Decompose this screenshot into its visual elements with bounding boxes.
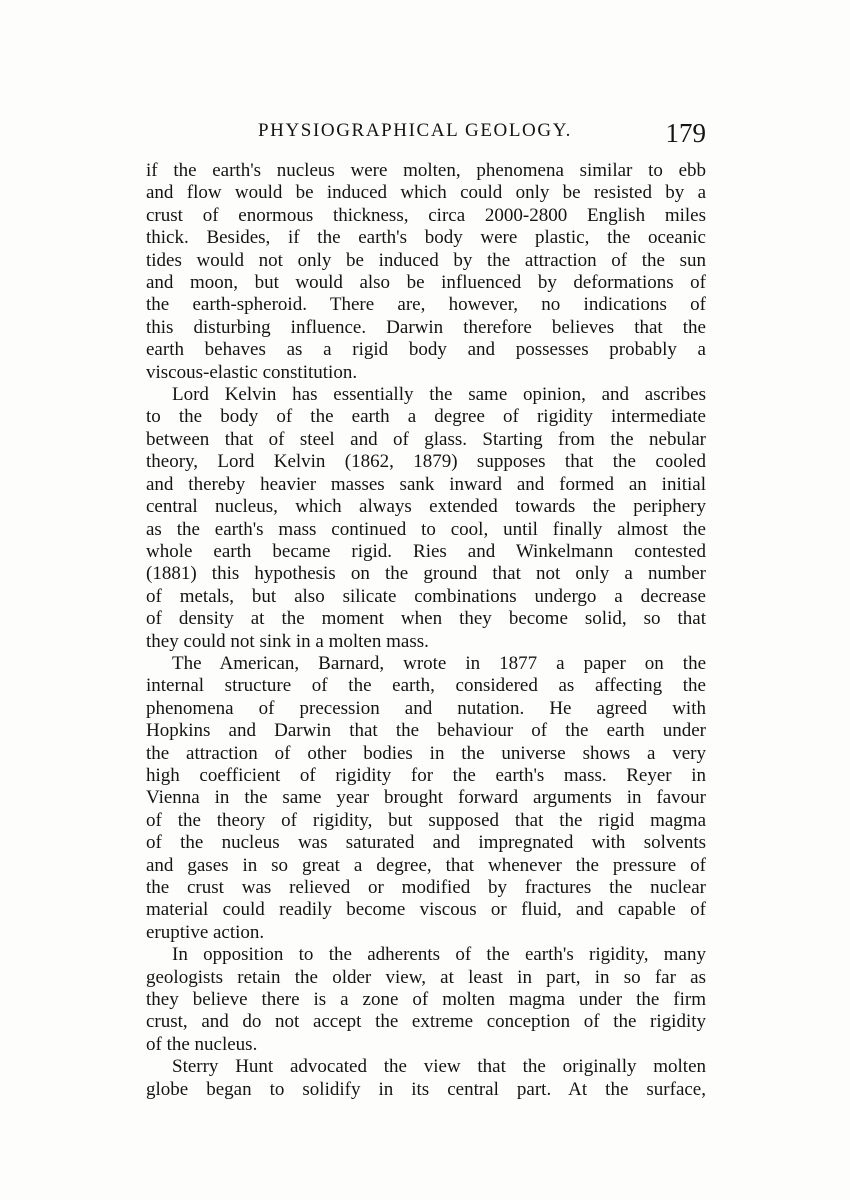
text-line: and thereby heavier masses sank inward and formed an initial xyxy=(146,473,706,495)
text-line: thick. Besides, if the earth's body were plastic, the oceanic xyxy=(146,227,706,249)
text-line: material could readily become viscous or fluid, and capable of xyxy=(146,899,706,921)
text-line: if the earth's nucleus were molten, phenomena similar to ebb xyxy=(146,160,706,181)
paragraph xyxy=(146,1056,706,1101)
paragraph xyxy=(146,653,706,944)
text-line: Hopkins and Darwin that the behaviour of the earth under xyxy=(146,720,706,742)
text-line: between that of steel and of glass. Starting from the nebular xyxy=(146,428,706,450)
text-line: central nucleus, which always extended towards the periphery xyxy=(146,496,706,518)
text-line: of metals, but also silicate combinations undergo a decrease xyxy=(146,585,706,607)
text-line: phenomena of precession and nutation. He agreed with xyxy=(146,697,706,719)
text-line: earth behaves as a rigid body and possesses probably a xyxy=(146,339,706,361)
text-line: theory, Lord Kelvin (1862, 1879) supposes that the cooled xyxy=(146,451,706,473)
text-line: the crust was relieved or modified by fractures the nuclear xyxy=(146,877,706,898)
page-header xyxy=(146,118,706,158)
text-line: of the nucleus was saturated and impregnated with solvents xyxy=(146,832,706,854)
text-line: to the body of the earth a degree of rigidity intermediate xyxy=(146,406,706,428)
paragraph xyxy=(146,384,706,653)
text-line: of density at the moment when they become solid, so that xyxy=(146,608,706,630)
text-line: Vienna in the same year brought forward arguments in favour xyxy=(146,787,706,809)
text-line: crust, and do not accept the extreme conception of the rigidity xyxy=(146,1011,706,1033)
text-line: as the earth's mass continued to cool, until finally almost the xyxy=(146,518,706,540)
text-line: this disturbing influence. Darwin therefore believes that the xyxy=(146,316,706,338)
text-line: tides would not only be induced by the attraction of the sun xyxy=(146,249,706,271)
text-line: In opposition to the adherents of the earth's rigidity, many xyxy=(172,944,706,966)
text-line: viscous-elastic constitution. xyxy=(146,361,358,383)
text-line: Sterry Hunt advocated the view that the originally molten xyxy=(172,1056,706,1078)
text-line: high coefficient of rigidity for the earth's mass. Reyer in xyxy=(146,764,706,786)
text-line: Lord Kelvin has essentially the same opinion, and ascribes xyxy=(172,384,706,406)
paragraph xyxy=(146,944,706,1056)
text-line: eruptive action. xyxy=(146,921,265,943)
text-line: The American, Barnard, wrote in 1877 a paper on the xyxy=(172,652,706,674)
text-line: they could not sink in a molten mass. xyxy=(146,630,429,652)
text-line: whole earth became rigid. Ries and Winkelmann contested xyxy=(146,540,706,562)
text-line: internal structure of the earth, considered as affecting the xyxy=(146,675,706,697)
text-line: and moon, but would also be influenced by deformations of xyxy=(146,272,706,294)
text-line: of the nucleus. xyxy=(146,1033,258,1055)
text-line: (1881) this hypothesis on the ground that not only a number xyxy=(146,563,706,585)
text-line: crust of enormous thickness, circa 2000-2800 English miles xyxy=(146,204,706,226)
running-title: PHYSIOGRAPHICAL GEOLOGY. xyxy=(258,120,572,141)
text-line: globe began to solidify in its central part. At the surface, xyxy=(146,1078,706,1100)
text-line: of the theory of rigidity, but supposed that the rigid magma xyxy=(146,809,706,831)
body-text xyxy=(146,160,706,1101)
text-line: geologists retain the older view, at least in part, in so far as xyxy=(146,966,706,988)
text-line: the earth-spheroid. There are, however, no indications of xyxy=(146,294,706,316)
text-line: and gases in so great a degree, that whenever the pressure of xyxy=(146,854,706,876)
page-number: 179 xyxy=(665,118,706,148)
text-line: the attraction of other bodies in the universe shows a very xyxy=(146,742,706,764)
paragraph xyxy=(146,160,706,384)
text-line: and flow would be induced which could only be resisted by a xyxy=(146,182,706,204)
text-line: they believe there is a zone of molten magma under the firm xyxy=(146,989,706,1011)
